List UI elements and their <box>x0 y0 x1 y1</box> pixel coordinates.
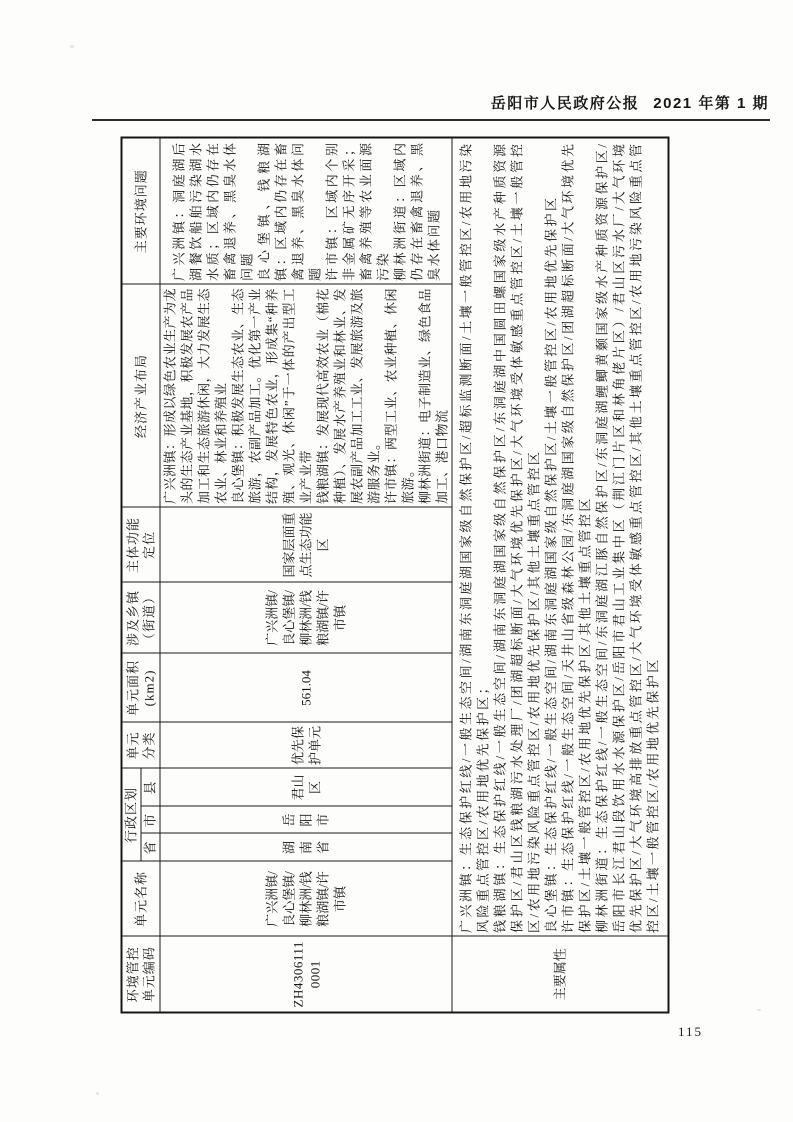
cell-unit-code: ZH43061110001 <box>160 936 452 1012</box>
header-row <box>121 137 141 1012</box>
economy-paragraph: 柳林洲街道：电子制造业、绿色食品加工、港口物流 <box>417 287 449 504</box>
cell-province: 湖南省 <box>160 833 452 861</box>
cell-unit-area: 561.04 <box>160 653 452 722</box>
header-main-attributes: 主要属性 <box>452 936 668 1012</box>
cell-env-issues <box>160 137 452 284</box>
subheader-county: 县 <box>141 768 160 806</box>
attribute-paragraph: 广兴洲镇：生态保护红线/一般生态空间/湖南东洞庭湖国家级自然保护区/超标监测断面/土壤一般管控区/农用地污染风险重点管控区/农用地优先保护区； <box>458 140 491 933</box>
cell-economy-layout <box>160 284 452 507</box>
header-rule <box>92 119 770 121</box>
header-env-issues: 主要环境问题 <box>121 137 160 284</box>
env-issue-paragraph: 广兴洲镇：洞庭湖后湖餐饮船舶污染湖水水质；区域内仍存在畜禽退养、黑臭水体问题 <box>170 140 254 281</box>
attribute-paragraph: 柳林洲街道：生态保护红线/一般生态空间/东洞庭湖江豚自然保护区/东洞庭湖鲤鲫黄颡国家级水产种质资源保护区/岳阳市长江君山段饮用水水源保护区/岳阳市君山工业集中区（荆江门片区和林角佬片区）/君山区污水厂/大气环境优先保护区/大气环境高排放重点管控区/大气环境受体敏感重点管控区/其他土壤重点管控区/农用地污染风险重点管控区/土壤一般管控区/农用地优先保护区 <box>594 140 661 933</box>
env-issue-paragraph: 良心堡镇、钱粮湖镇：区域内仍存在畜禽退养、黑臭水体问题 <box>255 140 322 281</box>
economy-paragraph: 良心堡镇：积极发展生态农业、生态旅游，农副产品加工。优化第一产业结构，发展特色农业，形成集“种养殖、观光、休闲”于一体的产出型工业产业带 <box>230 287 313 504</box>
env-issue-paragraph: 柳林洲街道：区域内仍存在畜禽退养、黑臭水体问题 <box>391 140 441 281</box>
attribute-paragraph: 良心堡镇：生态保护红线/一般生态空间/湖南东洞庭湖国家级自然保护区/土壤一般管控区/农用地优先保护区 <box>543 195 559 933</box>
rotated-table-container <box>120 138 661 1013</box>
attributes-row <box>452 137 668 1012</box>
attribute-paragraph: 钱粮湖镇：生态保护红线/一般生态空间/湖南东洞庭湖国家级自然保护区/东洞庭湖中国圆田螺国家级水产种质资源保护区/君山区钱粮湖污水处理厂/团湖超标断面/大气环境优先保护区/大气环境受体敏感重点管控区/土壤一般管控区/农用地污染风险重点管控区/农用地优先保护区/其他土壤重点管控区 <box>492 140 542 933</box>
header-unit-area: 单元面积(km2) <box>121 653 160 722</box>
header-unit-name: 单元名称 <box>121 861 160 936</box>
env-control-unit-table <box>120 136 669 1013</box>
scan-speck <box>757 1009 761 1011</box>
header-economy-layout: 经济产业布局 <box>121 284 160 507</box>
gazette-title: 岳阳市人民政府公报 <box>490 95 640 112</box>
cell-city: 岳阳市 <box>160 806 452 833</box>
economy-paragraph: 钱粮湖镇：发展现代高效农业（棉花种植）、发展水产养殖业和林业、发展农副产品加工工业、发展旅游及旅游服务业。 <box>315 287 381 504</box>
gazette-header <box>491 92 769 113</box>
scan-speck <box>70 45 74 48</box>
attribute-paragraph: 许市镇：生态保护红线/一般生态空间/天井山省级森林公园/东洞庭湖国家级自然保护区/团湖超标断面/大气环境优先保护区/土壤一般管控区/农用地优先保护区/其他土壤重点管控区 <box>560 140 593 933</box>
scan-speck <box>96 1092 99 1095</box>
data-row <box>160 137 452 1012</box>
gazette-issue: 2021 年第 1 期 <box>653 95 769 112</box>
cell-townships: 广兴洲镇/良心堡镇/柳林洲/钱粮湖镇/许市镇 <box>160 582 452 653</box>
header-function-position: 主体功能定位 <box>121 507 160 582</box>
subheader-province: 省 <box>141 833 160 861</box>
header-unit-code: 环境管控单元编码 <box>121 936 160 1012</box>
cell-main-attributes <box>452 137 668 936</box>
cell-county: 君山区 <box>160 768 452 806</box>
page-number: 115 <box>678 1024 704 1039</box>
subheader-city: 市 <box>141 806 160 833</box>
header-admin-division: 行政区划 <box>121 768 141 861</box>
economy-paragraph: 许市镇：两型工业、农业种植、休闲旅游。 <box>383 287 415 504</box>
cell-function-position: 国家层面重点生态功能区 <box>160 507 452 582</box>
env-issue-paragraph: 许市镇：区域内个别非金属矿无序开采；畜禽养殖等农业面源污染 <box>323 140 390 281</box>
economy-paragraph: 广兴洲镇：形成以绿色农业生产为龙头的生态产业基地，积极发展农产品加工和生态旅游休闲，大力发展生态农业、林业和养殖业 <box>162 287 228 504</box>
header-unit-category: 单元分类 <box>121 722 160 768</box>
cell-unit-category: 优先保护单元 <box>160 722 452 768</box>
header-townships: 涉及乡镇（街道） <box>121 582 160 653</box>
cell-unit-name: 广兴洲镇/良心堡镇/柳林洲/钱粮湖镇/许市镇 <box>160 861 452 936</box>
